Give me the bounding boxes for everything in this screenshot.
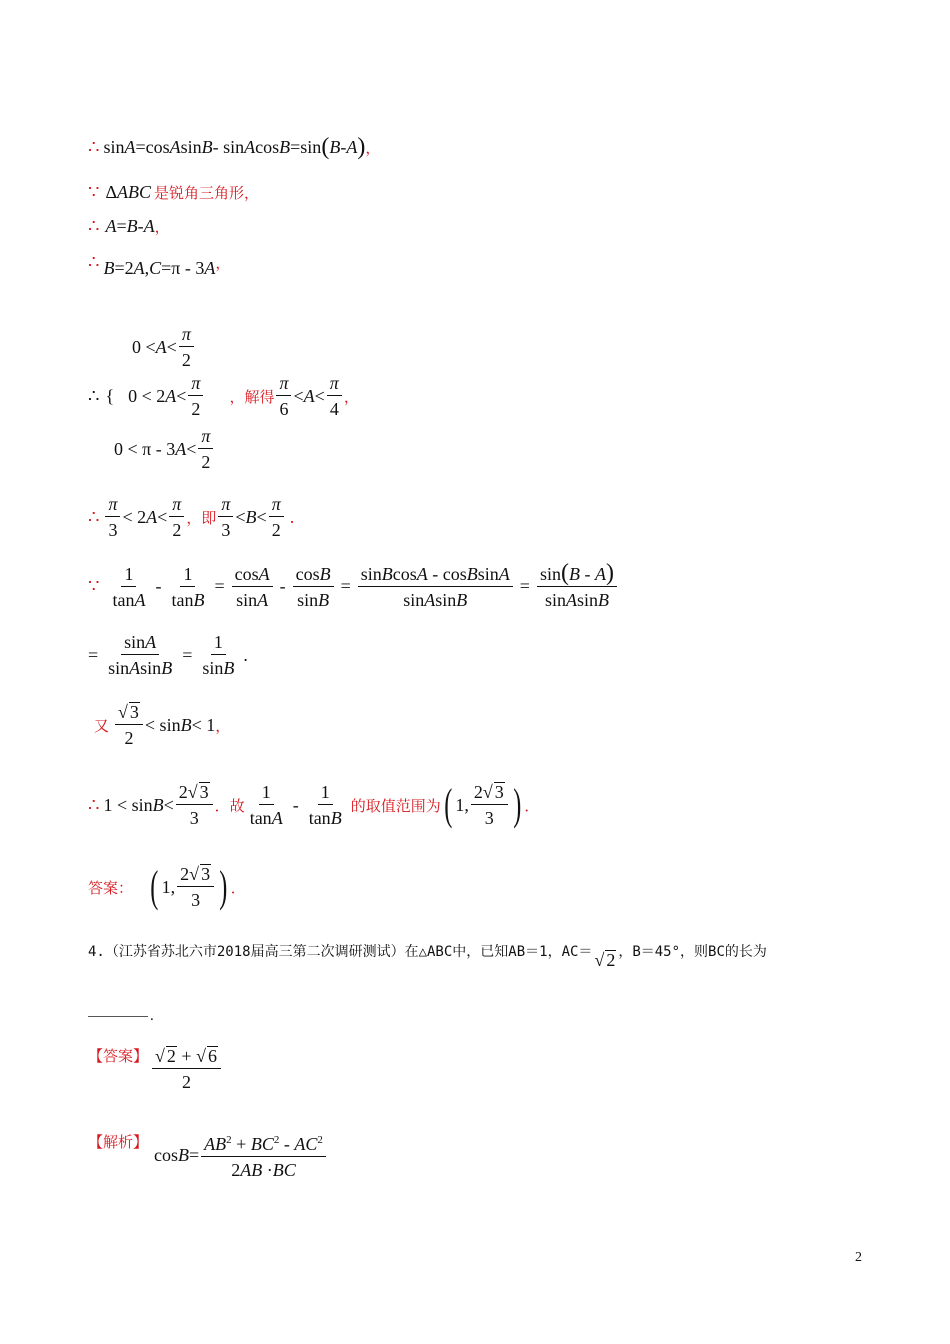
derivation-line-7: ∵ $\frac{1}{\tan A}$ - $\frac{1}{\tan B}$ = $\frac{\cos A}{\sin A}$ - $\frac{\cos B}{\sin B}$ = $\frac{\text{sinBcosA - cosBsinA}}{\text{sinAsinB}}$ = $\frac{\sin(B - A)}{\text{sinAsinB}}$ — [88, 563, 619, 610]
problem-4-statement: 4.（江苏省苏北六市2018届高三第二次调研测试）在△ABC中，已知AB＝1，AC＝ √ 2 ，B＝45°，则BC的长为 — [88, 943, 767, 970]
derivation-line-1: ∴ sin A =cos A sin B - sin A cos B =sin ( B - A ) ， — [88, 134, 381, 160]
analysis-label: 【解析】 — [88, 1132, 149, 1151]
page-number: 2 — [855, 1250, 862, 1265]
derivation-line-3: ∴ A = B - A ， — [88, 216, 170, 236]
answer-blank: . — [88, 1008, 154, 1025]
derivation-line-2: ∵ Δ ABC 是锐角三角形， — [88, 182, 260, 202]
system-row-2: ∴ { 0 < 2 A < $\frac{\pi}{2}$ ，解得 $\frac{\pi}{6}$ < A < $\frac{\pi}{4}$ ， — [88, 373, 359, 419]
system-row-3: 0 < π - 3 A < $\frac{\pi}{2}$ — [114, 426, 215, 472]
derivation-line-10: ∴ 1 < sin B < $\frac{2√ 3}{3}$ ．故 $\frac{1}{\tan A}$ - $\frac{1}{\tan B}$ 的取值范围为 ( 1, $\frac{2√ 3}{3}$ ) ． — [88, 780, 540, 829]
derivation-line-6: ∴ $\frac{\pi}{3}$ < 2 A < $\frac{\pi}{2}$ ，即 $\frac{\pi}{3}$ < B < $\frac{\pi}{2}$ . — [88, 494, 295, 540]
derivation-line-8: = $\frac{\sin A}{\text{sinAsinB}}$ = $\frac{1}{\sin B}$ . — [88, 632, 248, 678]
answer-label: 答案： — [88, 878, 134, 897]
derivation-line-9: 又 $\frac{√ 3}{2}$ < sin B < 1 ， — [94, 702, 231, 748]
system-row-1: 0 < A < $\frac{\pi}{2}$ — [132, 324, 196, 370]
derivation-line-4: ∴ B =2 A , C =π - 3 A ， — [88, 252, 231, 278]
because-symbol: ∵ — [88, 182, 100, 202]
therefore-symbol: ∴ — [88, 137, 100, 157]
answer-4: 【答案】 $\frac{√ 2 + √ 6}{2}$ — [88, 1046, 223, 1092]
answer-line: 答案： ( 1, $\frac{2√ 3}{3}$ ) ． — [88, 862, 246, 911]
answer-4-label: 【答案】 — [88, 1046, 149, 1065]
analysis-4: 【解析】 cos B = $\frac{AB^2 + BC^2 - AC^2}{2AB \cdot BC}$ — [88, 1130, 328, 1180]
